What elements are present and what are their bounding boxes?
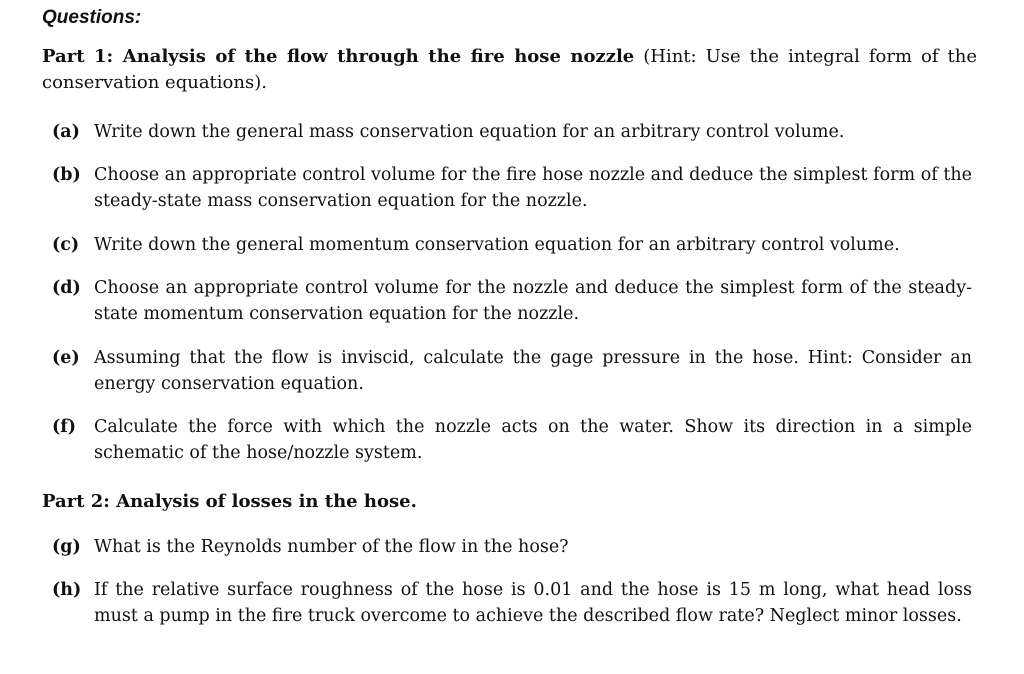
question-a bbox=[52, 119, 972, 145]
question-h-text: If the relative surface roughness of the hose is 0.01 and the hose is 15 m long, what head loss must a pump in the fire truck overcome to achieve the described flow rate? Neglect minor losses. bbox=[94, 580, 972, 626]
question-c bbox=[52, 232, 972, 258]
question-g bbox=[52, 534, 972, 560]
part-1-title bbox=[42, 44, 977, 96]
question-b-letter: (b) bbox=[52, 165, 81, 185]
question-f-letter: (f) bbox=[52, 417, 77, 437]
question-c-text: Write down the general momentum conservation equation for an arbitrary control volume. bbox=[94, 235, 900, 255]
question-h bbox=[52, 577, 972, 629]
question-a-text: Write down the general mass conservation equation for an arbitrary control volume. bbox=[94, 122, 845, 142]
question-f bbox=[52, 414, 972, 466]
question-g-text: What is the Reynolds number of the flow in the hose? bbox=[94, 537, 569, 557]
question-f-text: Calculate the force with which the nozzle acts on the water. Show its direction in a simple schematic of the hose/nozzle system. bbox=[94, 417, 972, 463]
question-e-text: Assuming that the flow is inviscid, calculate the gage pressure in the hose. Hint: Consider an energy conservation equation. bbox=[94, 348, 972, 394]
part-1-label: Part 1: Analysis of the flow through the fire hose nozzle bbox=[42, 46, 635, 67]
question-d bbox=[52, 275, 972, 327]
question-g-letter: (g) bbox=[52, 537, 81, 557]
question-h-letter: (h) bbox=[52, 580, 82, 600]
question-b bbox=[52, 162, 972, 214]
part-2-label: Part 2: Analysis of losses in the hose. bbox=[42, 491, 417, 512]
part-2-title bbox=[42, 489, 977, 515]
part-1-hint: (Hint: Use the integral form of the conservation equations). bbox=[42, 46, 977, 93]
question-e-letter: (e) bbox=[52, 348, 80, 368]
questions-heading: Questions: bbox=[42, 7, 142, 28]
question-b-text: Choose an appropriate control volume for the fire hose nozzle and deduce the simplest form of the steady-state mass conservation equation for the nozzle. bbox=[94, 165, 972, 211]
question-c-letter: (c) bbox=[52, 235, 80, 255]
question-e bbox=[52, 345, 972, 397]
question-d-letter: (d) bbox=[52, 278, 81, 298]
question-d-text: Choose an appropriate control volume for the nozzle and deduce the simplest form of the steady-state momentum conservation equation for the nozzle. bbox=[94, 278, 972, 324]
question-a-letter: (a) bbox=[52, 122, 80, 142]
